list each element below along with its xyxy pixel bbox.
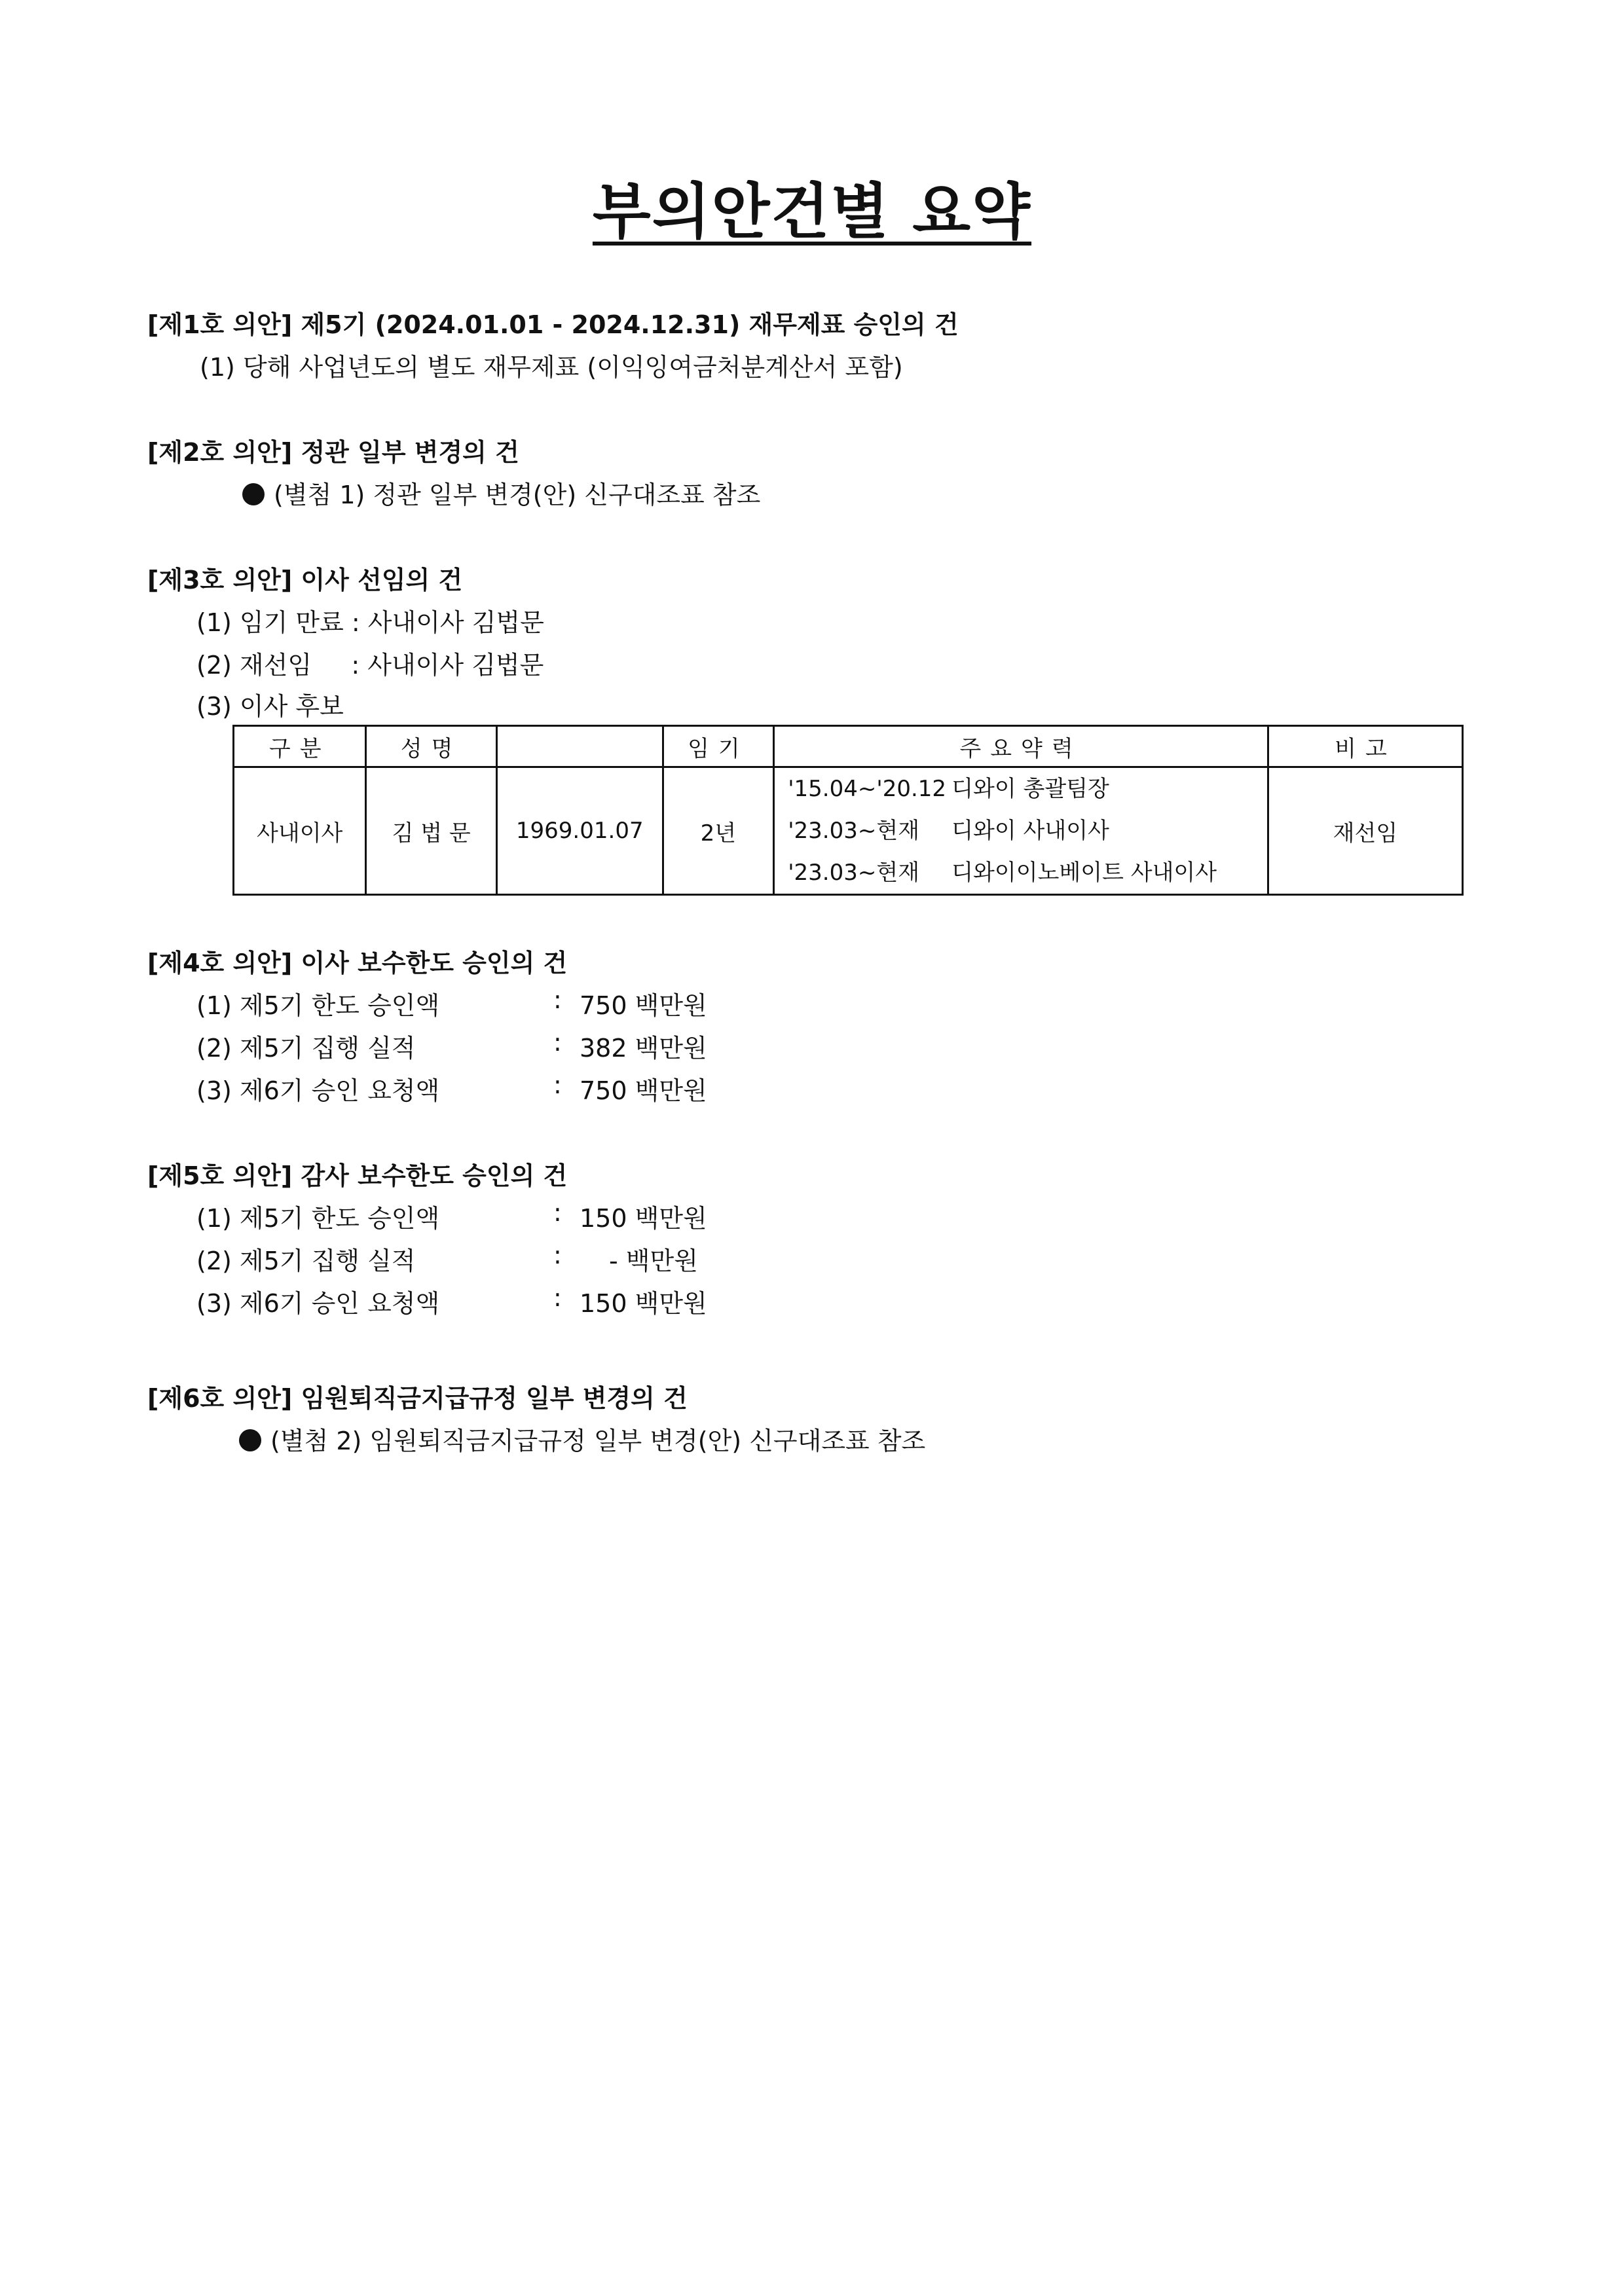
agenda2-item-row	[242, 475, 760, 511]
career-line	[788, 768, 1267, 810]
agenda5-label-1: (1) 제5기 한도 승인액	[196, 1204, 440, 1233]
agenda4-label-3: (3) 제6기 승인 요청액	[196, 1076, 440, 1105]
table-header-row	[234, 726, 1463, 767]
agenda5-heading: [제5호 의안] 감사 보수한도 승인의 건	[147, 1161, 568, 1190]
page-title: 부의안건별 요약	[592, 177, 1032, 247]
colon: :	[553, 985, 562, 1014]
agenda6-heading: [제6호 의안] 임원퇴직금지급규정 일부 변경의 건	[147, 1384, 688, 1413]
agenda3-heading: [제3호 의안] 이사 선임의 건	[147, 566, 463, 594]
colon: :	[553, 1241, 562, 1269]
agenda5-amount-3: 150 백만원	[580, 1289, 707, 1318]
agenda5-label-3: (3) 제6기 승인 요청액	[196, 1289, 440, 1318]
header-term: 임기	[663, 726, 774, 767]
colon: :	[553, 1198, 562, 1227]
career-desc: 디와이 사내이사	[951, 818, 1109, 844]
career-line	[788, 852, 1267, 894]
agenda4-label-2: (2) 제5기 집행 실적	[196, 1034, 416, 1063]
cell-birth: 1969.01.07	[496, 767, 663, 895]
agenda1-heading: [제1호 의안] 제5기 (2024.01.01 - 2024.12.31) 재무제표 승인의 건	[147, 310, 959, 339]
agenda5-amount-1: 150 백만원	[580, 1204, 707, 1233]
bullet-icon	[242, 483, 265, 505]
career-period: '23.03~현재	[788, 860, 920, 886]
agenda6-item-row	[239, 1421, 925, 1457]
agenda5-amount-2: - 백만원	[609, 1247, 698, 1275]
header-type: 구분	[234, 726, 366, 767]
cell-note: 재선임	[1268, 767, 1462, 895]
agenda4-label-1: (1) 제5기 한도 승인액	[196, 991, 440, 1020]
cell-career	[774, 767, 1268, 895]
agenda3-item2: (2) 재선임 : 사내이사 김법문	[196, 651, 544, 680]
header-career: 주요약력	[774, 726, 1268, 767]
career-desc: 디와이이노베이트 사내이사	[951, 860, 1217, 886]
cell-term: 2년	[663, 767, 774, 895]
agenda5-label-2: (2) 제5기 집행 실적	[196, 1247, 416, 1275]
career-period: '15.04~'20.12	[788, 776, 947, 802]
cell-name: 김 법 문	[366, 767, 496, 895]
candidate-table	[232, 725, 1464, 896]
career-desc: 디와이 총괄팀장	[951, 776, 1109, 802]
agenda4-amount-2: 382 백만원	[580, 1034, 707, 1063]
agenda6-item: (별첨 2) 임원퇴직금지급규정 일부 변경(안) 신구대조표 참조	[270, 1427, 926, 1455]
agenda4-amount-1: 750 백만원	[580, 991, 707, 1020]
header-birth	[496, 726, 663, 767]
colon: :	[553, 1028, 562, 1057]
agenda4-amount-3: 750 백만원	[580, 1076, 707, 1105]
agenda3-item1: (1) 임기 만료 : 사내이사 김법문	[196, 608, 544, 637]
colon: :	[553, 1070, 562, 1099]
agenda4-heading: [제4호 의안] 이사 보수한도 승인의 건	[147, 949, 568, 977]
colon: :	[553, 1283, 562, 1312]
table-row	[234, 767, 1463, 895]
career-line	[788, 810, 1267, 852]
bullet-icon	[239, 1429, 261, 1451]
agenda2-item: (별첨 1) 정관 일부 변경(안) 신구대조표 참조	[274, 481, 761, 509]
header-note: 비고	[1268, 726, 1462, 767]
agenda1-item: (1) 당해 사업년도의 별도 재무제표 (이익잉여금처분계산서 포함)	[200, 353, 903, 382]
header-name: 성명	[366, 726, 496, 767]
cell-type: 사내이사	[234, 767, 366, 895]
career-period: '23.03~현재	[788, 818, 920, 844]
agenda3-item3: (3) 이사 후보	[196, 692, 344, 721]
agenda2-heading: [제2호 의안] 정관 일부 변경의 건	[147, 438, 519, 467]
